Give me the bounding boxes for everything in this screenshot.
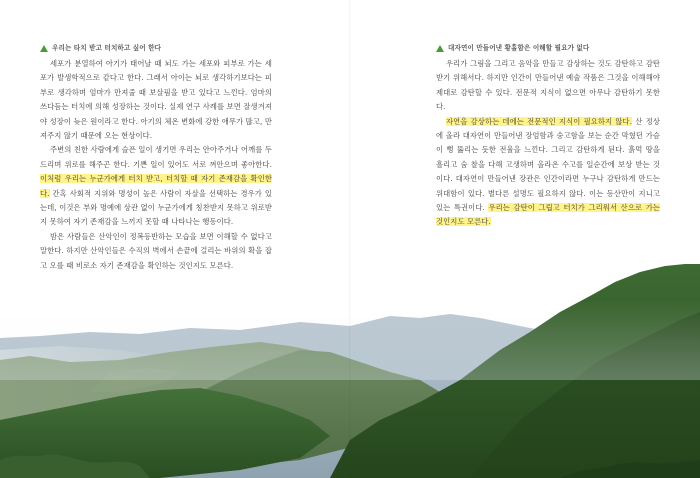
left-highlighted-sentence: 이처럼 우리는 누군가에게 터치 받고, 터치할 때 자기 존재감을 확인한다. — [40, 174, 272, 198]
left-paragraph-2-start: 주변의 친한 사람에게 슬픈 일이 생기면 우리는 안아주거나 어깨를 두드리며 위로를 해주곤 한다. 기쁜 일이 있어도 서로 껴안으며 좋아한다. — [40, 145, 272, 169]
left-text-column — [40, 42, 272, 273]
right-paragraph-2-body: 산 정상에 올라 대자연이 만들어낸 장엄함과 숭고함을 보는 순간 막혔던 가슴이 뻥 뚫리는 듯한 전율을 느낀다. 그리고 감탄하게 된다. 흙먹 땅을 흘리고 숨 찰을 다해 고생하며 올라온 수고를 일순간에 보상 받는 것이다. 대자연이 만들어낸 장관은 인간이라면 누구나 감탄하게 만드는 위대함이 있다. 별다른 설명도 필요하지 않다. 이는 등산만이 지니고 있는 특권이다. — [436, 116, 660, 213]
left-paragraph-2 — [40, 143, 272, 229]
right-heading-text: 대자연이 만들어낸 황홀함은 이해할 필요가 없다 — [448, 44, 590, 52]
left-paragraph-1: 세포가 분열하여 아기가 태어날 때 뇌도 가는 세포와 피부로 가는 세포가 발생학적으로 같다고 한다. 그래서 아이는 뇌로 생각하기보다는 피부로 생각하며 엄마가 만져줄 때 보살핌을 받고 있다고 느낀다. 엄마의 쓰다듬는 터치에 의해 성장하는 것이다. 실제 연구 사례를 보면 잘생겨져야 성장이 늦은 원이라고 한다. 아기의 체온 변화에 강한 애무가 많고, 만져주지 않기 때문에 오는 현상이다. — [40, 59, 272, 141]
right-page — [350, 0, 700, 478]
triangle-bullet-icon — [40, 45, 48, 52]
triangle-bullet-icon — [436, 45, 444, 52]
left-heading-text: 우리는 타치 받고 터치하고 싶어 한다 — [52, 44, 162, 52]
right-paragraph-1: 우리가 그림을 그리고 음악을 만들고 감상하는 것도 감탄하고 감탄 받기 위해서다. 하지만 인간이 만들어낸 예술 작품은 그것을 이해해야 제대로 감탄할 수 있다. 전문적 지식이 없으면 아무나 감탄하기 못한다. — [436, 59, 660, 112]
right-highlighted-sentence-1: 자연을 감상하는 데에는 전문적인 지식이 필요하지 않다. — [446, 116, 633, 126]
right-text-column — [436, 42, 660, 230]
left-paragraph-3: 밤은 사람들은 산악인이 정복등반하는 모습을 보면 이해할 수 없다고 말한다. 하지만 산악인들은 수직의 벽에서 손끝에 걸리는 바위의 확을 잡고 오를 때 비로소 자기 존재감을 확인하는 것인지도 모른다. — [40, 231, 272, 270]
right-highlighted-sentence-2: 우리는 감탄이 그립고 터치가 그리워서 산으로 가는 것인지도 모른다. — [436, 203, 660, 227]
right-paragraph-2 — [436, 115, 660, 230]
right-heading — [436, 42, 660, 54]
left-heading — [40, 42, 272, 54]
left-paragraph-2-end: 간혹 사회적 지위와 명성이 높은 사람이 자살을 선택하는 경우가 있는데, 이것은 부와 명예에 상관 없이 누군가에게 칭찬받지 못하고 위로받지 못하여 자기 존재감을 느끼지 못할 때 나타나는 행동이다. — [40, 188, 272, 227]
